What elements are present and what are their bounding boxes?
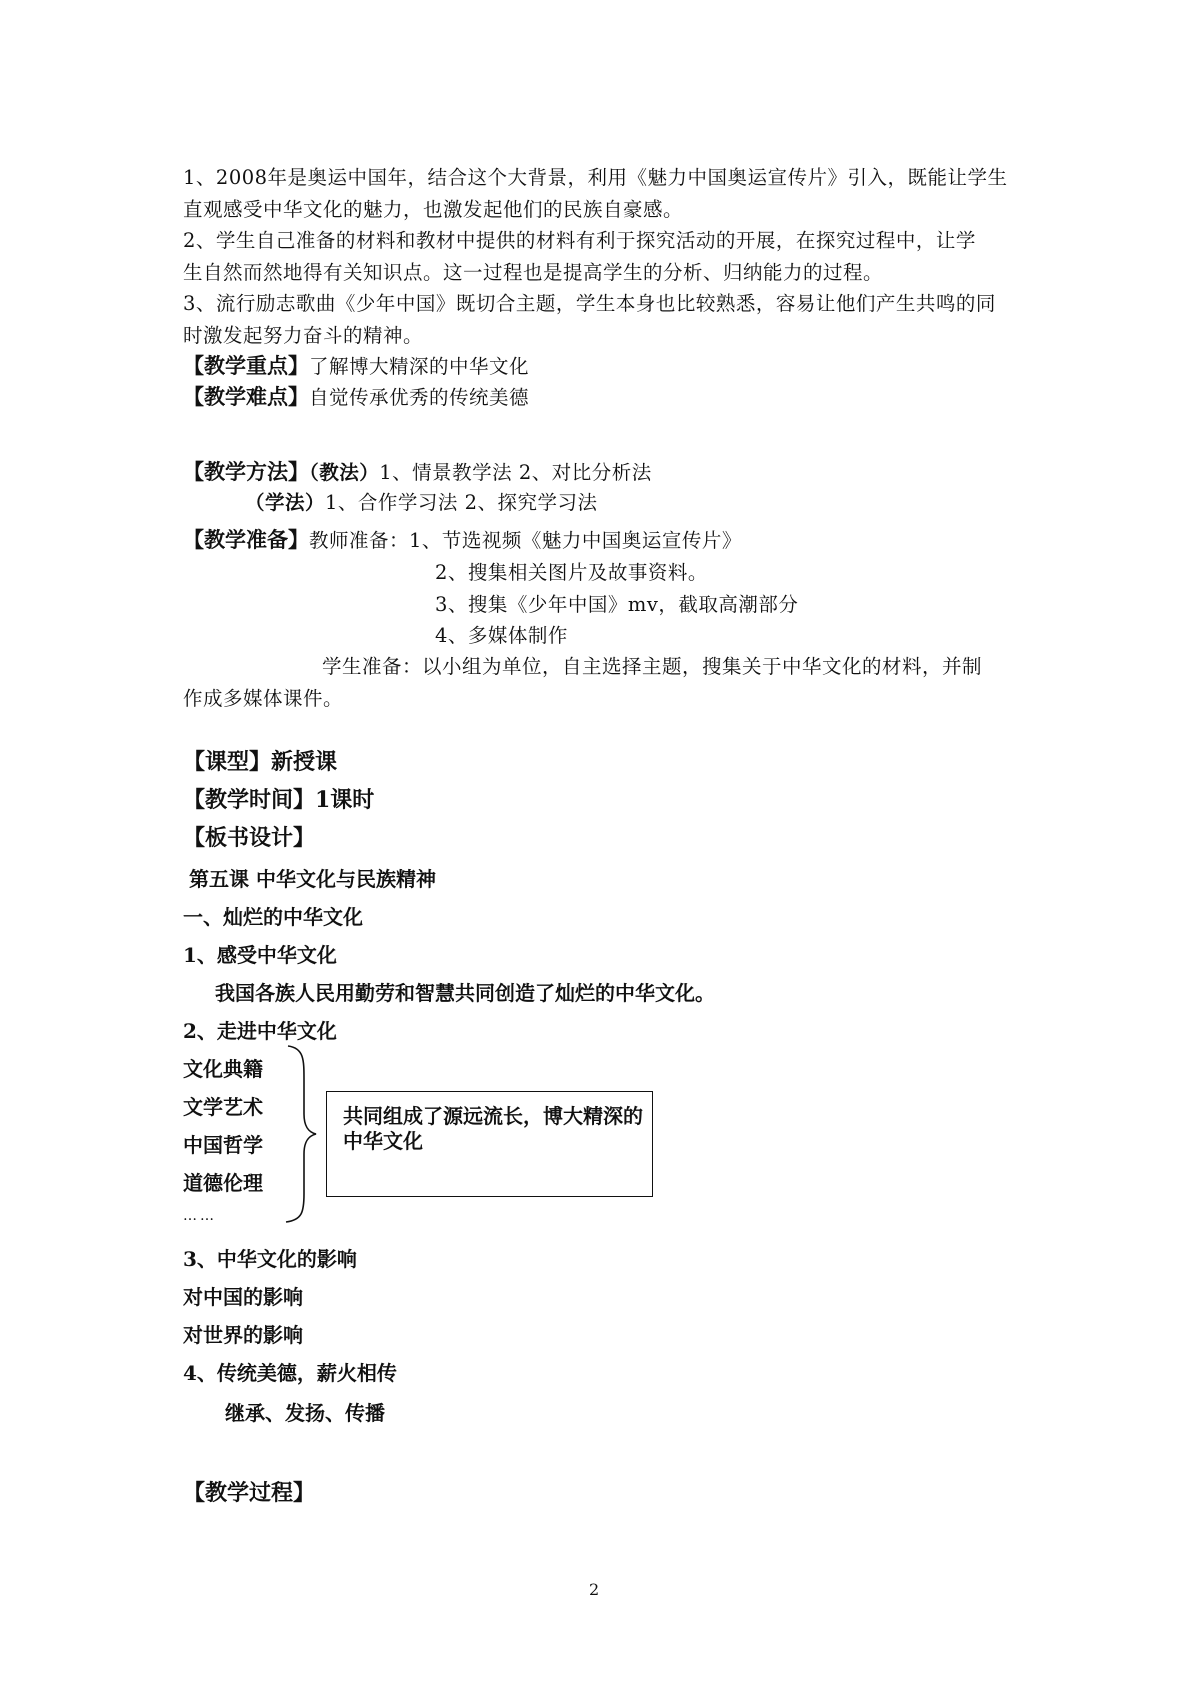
paragraph-3-line-2: 时激发起努力奋斗的精神。 — [183, 324, 424, 347]
teacher-prep-item-1: 教师准备：1、节选视频《魅力中国奥运宣传片》 — [309, 529, 742, 552]
preparation-line — [183, 524, 742, 554]
teacher-prep-item-3: 3、搜集《少年中国》mv，截取高潮部分 — [435, 593, 799, 616]
paragraph-1-line-2: 直观感受中华文化的魅力，也激发起他们的民族自豪感。 — [183, 198, 684, 221]
paragraph-2-line-2: 生自然而然地得有关知识点。这一过程也是提高学生的分析、归纳能力的过程。 — [183, 261, 884, 284]
lesson-time: 【教学时间】1课时 — [183, 787, 375, 813]
board-item-2: 2、走进中华文化 — [183, 1019, 337, 1043]
board-design-label: 【板书设计】 — [183, 825, 316, 851]
board-list-item-3: 中国哲学 — [183, 1133, 263, 1157]
difficulty-label: 【教学难点】 — [183, 384, 309, 409]
board-item-1: 1、感受中华文化 — [183, 943, 337, 967]
teacher-prep-item-2: 2、搜集相关图片及故事资料。 — [435, 561, 708, 584]
learn-method-label: （学法） — [245, 491, 326, 514]
lesson-type: 【课型】新授课 — [183, 749, 338, 775]
board-section-1: 一、灿烂的中华文化 — [183, 905, 363, 929]
board-list-item-1: 文化典籍 — [183, 1057, 263, 1081]
board-summary-box — [326, 1091, 653, 1197]
difficulty-line — [183, 381, 529, 411]
board-list-item-2: 文学艺术 — [183, 1095, 263, 1119]
methods-line — [183, 456, 652, 486]
paragraph-3-line-1: 3、流行励志歌曲《少年中国》既切合主题，学生本身也比较熟悉，容易让他们产生共鸣的同 — [183, 292, 996, 315]
teach-method-label: （教法） — [309, 461, 380, 484]
page-number: 2 — [589, 1580, 600, 1599]
difficulty-text: 自觉传承优秀的传统美德 — [309, 386, 530, 409]
preparation-label: 【教学准备】 — [183, 527, 309, 552]
learn-method-line — [245, 487, 598, 515]
teaching-process-label: 【教学过程】 — [183, 1480, 316, 1506]
key-point-text: 了解博大精深的中华文化 — [309, 355, 530, 378]
key-point-label: 【教学重点】 — [183, 353, 309, 378]
board-list-ellipsis: …… — [183, 1208, 217, 1224]
board-item-3-a: 对中国的影响 — [183, 1285, 303, 1309]
board-item-1-text: 我国各族人民用勤劳和智慧共同创造了灿烂的中华文化。 — [215, 981, 715, 1005]
paragraph-1-line-1: 1、2008年是奥运中国年，结合这个大背景，利用《魅力中国奥运宣传片》引入，既能让学生 — [183, 166, 1008, 189]
board-item-3-b: 对世界的影响 — [183, 1323, 303, 1347]
board-list-item-4: 道德伦理 — [183, 1171, 263, 1195]
learn-method-text: 1、合作学习法 2、探究学习法 — [325, 491, 598, 514]
student-prep-line-2: 作成多媒体课件。 — [183, 687, 344, 710]
board-title: 第五课 中华文化与民族精神 — [189, 867, 436, 891]
methods-label: 【教学方法】 — [183, 459, 309, 484]
board-item-3: 3、中华文化的影响 — [183, 1247, 357, 1271]
board-item-4-text: 继承、发扬、传播 — [225, 1401, 385, 1425]
board-summary-text: 共同组成了源远流长，博大精深的中华文化 — [343, 1104, 643, 1153]
teacher-prep-item-4: 4、多媒体制作 — [435, 624, 568, 647]
paragraph-2-line-1: 2、学生自己准备的材料和教材中提供的材料有利于探究活动的开展，在探究过程中，让学 — [183, 229, 976, 252]
student-prep-line-1: 学生准备：以小组为单位，自主选择主题，搜集关于中华文化的材料，并制 — [322, 655, 983, 678]
teach-method-text: 1、情景教学法 2、对比分析法 — [379, 461, 652, 484]
board-item-4: 4、传统美德，薪火相传 — [183, 1361, 397, 1385]
key-point-line — [183, 350, 529, 380]
curly-brace-icon — [282, 1044, 322, 1224]
